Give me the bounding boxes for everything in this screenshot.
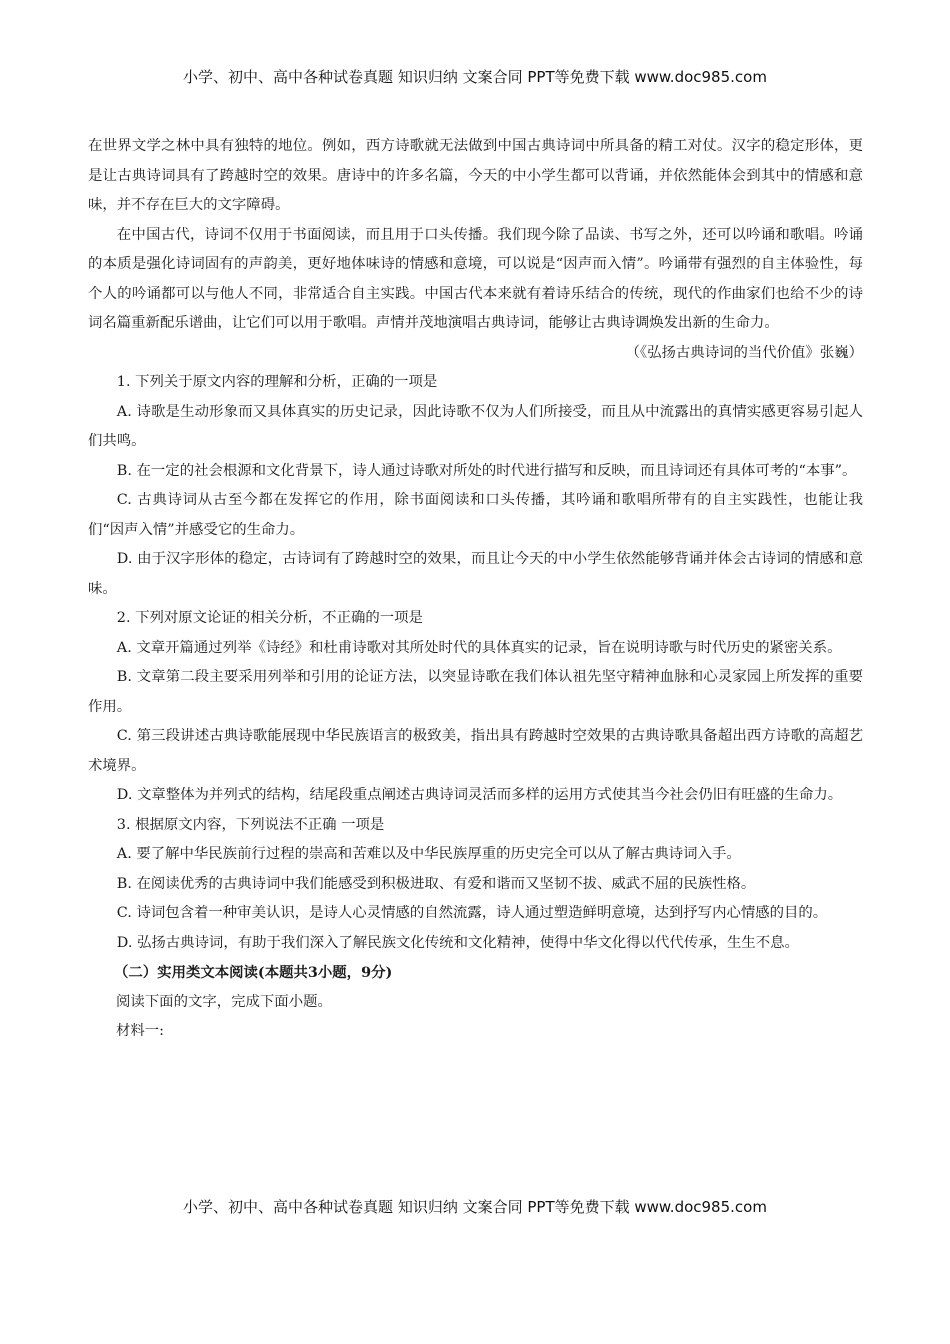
question-option: A. 文章开篇通过列举《诗经》和杜甫诗歌对其所处时代的具体真实的记录，旨在说明诗歌与时代历史的紧密关系。 — [116, 639, 842, 656]
passage-paragraph: 在世界文学之林中具有独特的地位。例如，西方诗歌就无法做到中国古典诗词中所具备的精工对仗。汉字的稳定形体，更是让古典诗词具有了跨越时空的效果。唐诗中的许多名篇，今天的中小学生都可以背诵，并依然能体会到其中的情感和意味，并不存在巨大的文字障碍。 — [88, 138, 863, 213]
question-stem: 2. 下列对原文论证的相关分析，不正确的一项是 — [116, 610, 423, 626]
question-option: C. 古典诗词从古至今都在发挥它的作用，除书面阅读和口头传播，其吟诵和歌唱所带有的自主实践性，也能让我们“因声入情”并感受它的生命力。 — [88, 492, 863, 538]
document-body — [88, 132, 863, 1047]
section-instruction: 阅读下面的文字，完成下面小题。 — [116, 993, 332, 1010]
question-option: A. 诗歌是生动形象而又具体真实的历史记录，因此诗歌不仅为人们所接受，而且从中流露出的真情实感更容易引起人们共鸣。 — [88, 403, 863, 449]
section-title: （二）实用类文本阅读(本题共3小题，9分) — [114, 964, 393, 981]
question-option: B. 文章第二段主要采用列举和引用的论证方法，以突显诗歌在我们体认祖先坚守精神血脉和心灵家园上所发挥的重要作用。 — [88, 669, 863, 715]
passage-citation: （《弘扬古典诗词的当代价值》张巍） — [625, 344, 863, 361]
question-stem: 3. 根据原文内容，下列说法不正确 一项是 — [116, 816, 385, 833]
question-option: B. 在一定的社会根源和文化背景下，诗人通过诗歌对所处的时代进行描写和反映，而且诗词还有具体可考的“本事”。 — [116, 462, 857, 479]
page-header: 小学、初中、高中各种试卷真题 知识归纳 文案合同 PPT等免费下载 www.doc985.com — [183, 68, 767, 86]
question-option: D. 弘扬古典诗词，有助于我们深入了解民族文化传统和文化精神，使得中华文化得以代代传承，生生不息。 — [116, 934, 799, 951]
question-option: C. 诗词包含着一种审美认识，是诗人心灵情感的自然流露，诗人通过塑造鲜明意境，达到抒写内心情感的目的。 — [116, 905, 828, 921]
question-option: B. 在阅读优秀的古典诗词中我们能感受到积极进取、有爱和谐而又坚韧不拔、威武不屈的民族性格。 — [116, 875, 756, 892]
question-stem: 1. 下列关于原文内容的理解和分析，正确的一项是 — [116, 374, 438, 390]
question-option: A. 要了解中华民族前行过程的崇高和苦难以及中华民族厚重的历史完全可以从了解古典诗词入手。 — [116, 846, 741, 862]
material-label: 材料一: — [116, 1023, 165, 1039]
question-option: C. 第三段讲述古典诗歌能展现中华民族语言的极致美，指出具有跨越时空效果的古典诗歌具备超出西方诗歌的高超艺术境界。 — [88, 728, 863, 774]
question-option: D. 文章整体为并列式的结构，结尾段重点阐述古典诗词灵活而多样的运用方式使其当今社会仍旧有旺盛的生命力。 — [116, 787, 843, 803]
question-option: D. 由于汉字形体的稳定，古诗词有了跨越时空的效果，而且让今天的中小学生依然能够背诵并体会古诗词的情感和意味。 — [88, 551, 863, 597]
passage-paragraph: 在中国古代，诗词不仅用于书面阅读，而且用于口头传播。我们现今除了品读、书写之外，还可以吟诵和歌唱。吟诵的本质是强化诗词固有的声韵美，更好地体味诗的情感和意境，可以说是“因声而入情”。吟诵带有强烈的自主体验性，每个人的吟诵都可以与他人不同，非常适合自主实践。中国古代本来就有着诗乐结合的传统，现代的作曲家们也给不少的诗词名篇重新配乐谱曲，让它们可以用于歌唱。声情并茂地演唱古典诗词，能够让古典诗调焕发出新的生命力。 — [88, 226, 863, 331]
page-footer: 小学、初中、高中各种试卷真题 知识归纳 文案合同 PPT等免费下载 www.doc985.com — [183, 1198, 767, 1216]
